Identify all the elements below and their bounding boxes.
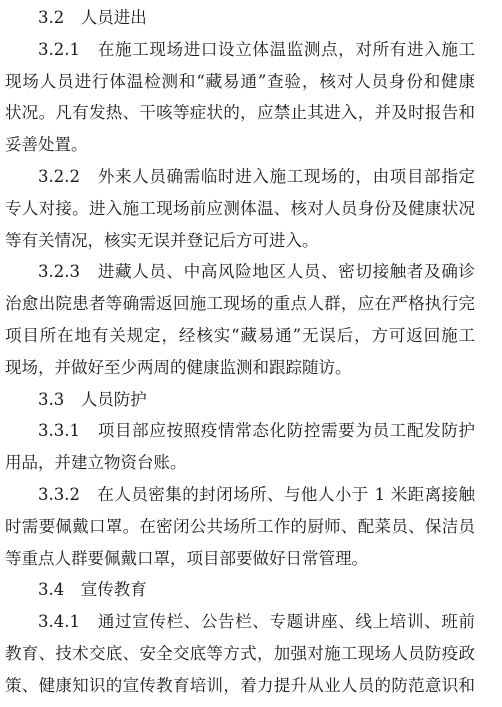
text-line: 3.3.2 在人员密集的封闭场所、与他人小于 1 米距离接触 <box>38 485 475 504</box>
text-line: 3.2.2 外来人员确需临时进入施工现场的，由项目部指定 <box>38 167 475 186</box>
text-line: 策、健康知识的宣传教育培训，着力提升从业人员的防范意识和 <box>5 675 475 695</box>
text-line: 教育、技术交底、安全交底等方式，加强对施工现场人员防疫政 <box>5 644 475 663</box>
text-line: 治愈出院患者等确需返回施工现场的重点人群，应在严格执行完 <box>5 294 475 314</box>
text-line: 3.3 人员防护 <box>38 389 147 409</box>
text-line: 3.2.3 进藏人员、中高风险地区人员、密切接触者及确诊 <box>38 262 475 282</box>
text-line: 项目所在地有关规定，经核实“藏易通”无误后，方可返回施工 <box>5 326 475 345</box>
text-line: 妥善处置。 <box>5 135 88 155</box>
text-line: 等重点人群要佩戴口罩，项目部要做好日常管理。 <box>5 548 368 568</box>
text-line: 时需要佩戴口罩。在密闭公共场所工作的厨师、配菜员、保洁员 <box>5 516 475 536</box>
text-line: 3.2 人员进出 <box>38 8 147 27</box>
text-line: 现场，并做好至少两周的健康监测和跟踪随访。 <box>5 357 352 377</box>
text-line: 3.4 宣传教育 <box>38 580 147 600</box>
text-line: 专人对接。进入施工现场前应测体温、核对人员身份及健康状况 <box>5 198 475 218</box>
text-line: 状况。凡有发热、干咳等症状的，应禁止其进入，并及时报告和 <box>5 103 475 123</box>
text-line: 3.2.1 在施工现场进口设立体温监测点，对所有进入施工 <box>38 39 475 59</box>
text-line: 现场人员进行体温检测和“藏易通”查验，核对人员身份和健康 <box>5 71 475 91</box>
text-line: 等有关情况，核实无误并登记后方可进入。 <box>5 230 319 250</box>
text-line: 3.4.1 通过宣传栏、公告栏、专题讲座、线上培训、班前 <box>38 612 475 632</box>
text-line: 3.3.1 项目部应按照疫情常态化防控需要为员工配发防护 <box>38 421 475 441</box>
text-line: 用品，并建立物资台账。 <box>5 453 187 473</box>
